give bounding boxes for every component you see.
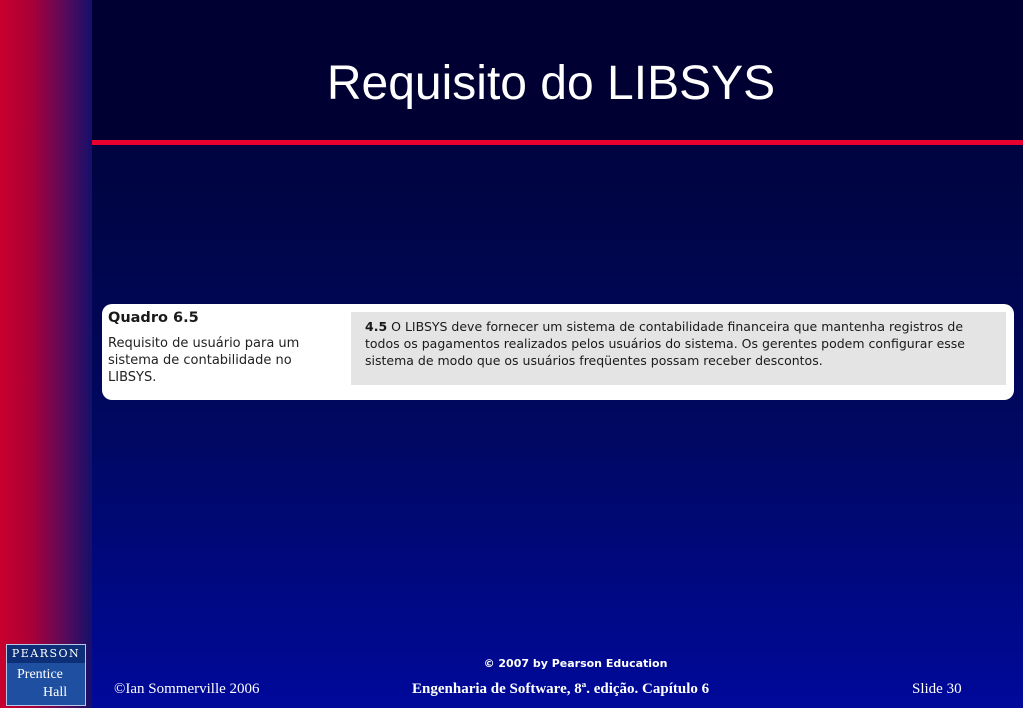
requirement-text: O LIBSYS deve fornecer um sistema de contabilidade financeira que mantenha registros de todos os pagamentos realizados pelos usuários do sistema. Os gerentes podem configurar esse sistema de modo que os usuários freqüentes possam receber descontos. <box>365 319 965 368</box>
footer-author: ©Ian Sommerville 2006 <box>114 681 260 697</box>
requirement-panel <box>351 312 1006 385</box>
pearson-prentice-hall-logo <box>6 644 86 706</box>
card-subtitle: Requisito de usuário para um sistema de contabilidade no LIBSYS. <box>108 336 300 385</box>
title-divider <box>92 140 1023 145</box>
logo-line1: Prentice <box>17 667 63 682</box>
logo-brand: PEARSON <box>7 645 85 663</box>
left-gradient-bar <box>0 0 92 708</box>
footer-slide-number: Slide 30 <box>912 681 962 697</box>
slide-title: Requisito do LIBSYS <box>326 57 776 110</box>
requirement-number: 4.5 <box>365 319 388 334</box>
footer-copyright: © 2007 by Pearson Education <box>483 657 668 670</box>
card-heading: Quadro 6.5 <box>108 310 199 326</box>
requirement-card <box>102 304 1014 400</box>
logo-line2: Hall <box>43 685 68 700</box>
footer-course: Engenharia de Software, 8ª. edição. Capítulo 6 <box>412 681 710 697</box>
card-caption <box>108 310 344 386</box>
